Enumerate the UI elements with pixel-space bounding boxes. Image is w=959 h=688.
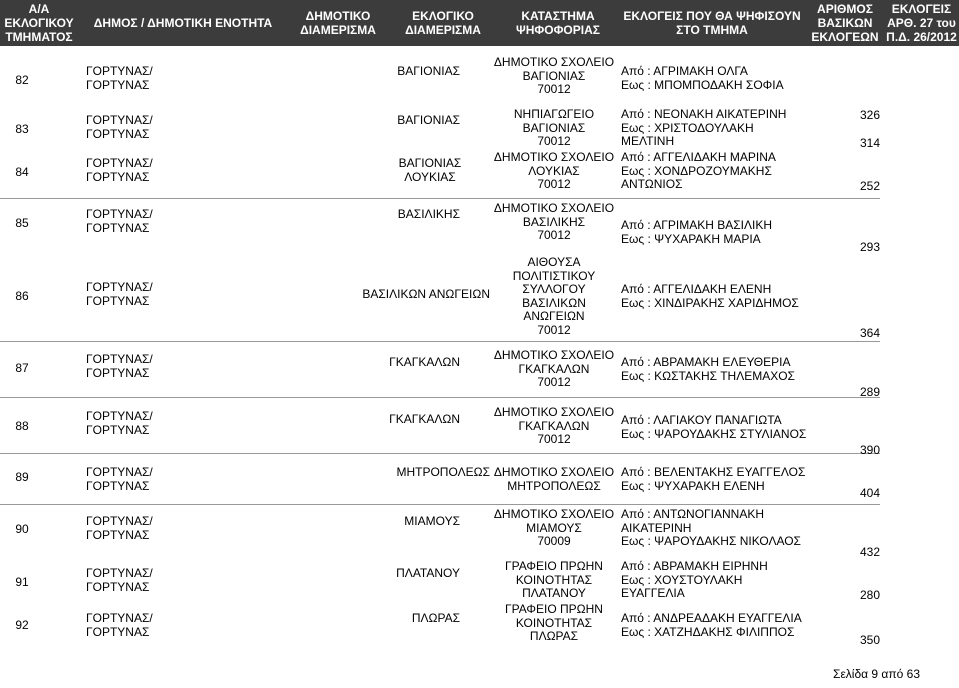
row-diamerisma: ΓΚΑΓΚΑΛΩΝ: [389, 355, 460, 369]
row-diamerisma: ΜΙΑΜΟΥΣ: [404, 514, 460, 528]
row-count: 364: [859, 326, 880, 340]
header-aa: Α/Α ΕΚΛΟΓΙΚΟΥ ΤΜΗΜΑΤΟΣ: [4, 2, 74, 44]
row-diamerisma: ΓΚΑΓΚΑΛΩΝ: [389, 412, 460, 426]
row-katastima: ΔΗΜΟΤΙΚΟ ΣΧΟΛΕΙΟ ΒΑΓΙΟΝΙΑΣ 70012: [493, 55, 615, 96]
row-dimos: ΓΟΡΤΥΝΑΣ/ ΓΟΡΤΥΝΑΣ: [86, 113, 153, 141]
row-dimos: ΓΟΡΤΥΝΑΣ/ ΓΟΡΤΥΝΑΣ: [86, 514, 153, 542]
header-ekloges: ΕΚΛΟΓΕΙΣ ΠΟΥ ΘΑ ΨΗΦΙΣΟΥΝ ΣΤΟ ΤΜΗΜΑ: [623, 9, 801, 37]
row-divider: [0, 504, 880, 505]
row-divider: [0, 453, 880, 454]
row-ekloges: Από : ΑΒΡΑΜΑΚΗ ΕΛΕΥΘΕΡΙΑ Εως : ΚΩΣΤΑΚΗΣ ΤΗΛΕΜΑΧΟΣ: [621, 355, 795, 383]
row-katastima: ΔΗΜΟΤΙΚΟ ΣΧΟΛΕΙΟ ΜΙΑΜΟΥΣ 70009: [493, 507, 615, 548]
row-count: 289: [859, 385, 880, 399]
row-katastima: ΝΗΠΙΑΓΩΓΕΙΟ ΒΑΓΙΟΝΙΑΣ 70012: [513, 107, 595, 148]
row-diamerisma: ΒΑΓΙΟΝΙΑΣ: [397, 64, 460, 78]
row-number: 89: [15, 470, 29, 484]
row-number: 83: [15, 122, 29, 136]
row-number: 87: [15, 361, 29, 375]
row-number: 85: [15, 216, 29, 230]
row-diamerisma: ΒΑΓΙΟΝΙΑΣ ΛΟΥΚΙΑΣ: [398, 156, 462, 184]
row-katastima: ΓΡΑΦΕΙΟ ΠΡΩΗΝ ΚΟΙΝΟΤΗΤΑΣ ΠΛΑΤΑΝΟΥ: [505, 559, 603, 600]
row-diamerisma: ΒΑΓΙΟΝΙΑΣ: [397, 113, 460, 127]
row-ekloges: Από : ΒΕΛΕΝΤΑΚΗΣ ΕΥΑΓΓΕΛΟΣ Εως : ΨΥΧΑΡΑΚΗ ΕΛΕΝΗ: [621, 465, 806, 493]
row-katastima: ΓΡΑΦΕΙΟ ΠΡΩΗΝ ΚΟΙΝΟΤΗΤΑΣ ΠΛΩΡΑΣ: [505, 602, 603, 643]
row-ekloges: Από : ΑΓΡΙΜΑΚΗ ΟΛΓΑ Εως : ΜΠΟΜΠΟΔΑΚΗ ΣΟΦΙΑ: [621, 64, 784, 92]
row-katastima: ΔΗΜΟΤΙΚΟ ΣΧΟΛΕΙΟ ΜΗΤΡΟΠΟΛΕΩΣ: [493, 465, 615, 493]
row-katastima: ΔΗΜΟΤΙΚΟ ΣΧΟΛΕΙΟ ΓΚΑΓΚΑΛΩΝ 70012: [493, 348, 615, 389]
row-number: 90: [15, 522, 29, 536]
row-divider: [0, 397, 880, 398]
header-katastima: ΚΑΤΑΣΤΗΜΑ ΨΗΦΟΦΟΡΙΑΣ: [516, 9, 600, 37]
row-dimos: ΓΟΡΤΥΝΑΣ/ ΓΟΡΤΥΝΑΣ: [86, 64, 153, 92]
row-dimos: ΓΟΡΤΥΝΑΣ/ ΓΟΡΤΥΝΑΣ: [86, 566, 153, 594]
row-dimos: ΓΟΡΤΥΝΑΣ/ ΓΟΡΤΥΝΑΣ: [86, 409, 153, 437]
header-dimos: ΔΗΜΟΣ / ΔΗΜΟΤΙΚΗ ΕΝΟΤΗΤΑ: [93, 16, 273, 30]
row-count: 350: [859, 633, 880, 647]
row-ekloges: Από : ΑΝΔΡΕΑΔΑΚΗ ΕΥΑΓΓΕΛΙΑ Εως : ΧΑΤΖΗΔΑΚΗΣ ΦΙΛΙΠΠΟΣ: [621, 611, 802, 639]
row-ekloges: Από : ΑΓΡΙΜΑΚΗ ΒΑΣΙΛΙΚΗ Εως : ΨΥΧΑΡΑΚΗ ΜΑΡΙΑ: [621, 218, 773, 246]
row-dimos: ΓΟΡΤΥΝΑΣ/ ΓΟΡΤΥΝΑΣ: [86, 465, 153, 493]
row-number: 91: [15, 575, 29, 589]
table-header: [0, 0, 959, 46]
row-count: 314: [859, 136, 880, 150]
row-ekloges: Από : ΝΕΟΝΑΚΗ ΑΙΚΑΤΕΡΙΝΗ Εως : ΧΡΙΣΤΟΔΟΥΛΑΚΗ ΜΕΛΤΙΝΗ: [621, 107, 787, 148]
row-diamerisma: ΠΛΩΡΑΣ: [411, 611, 460, 625]
row-dimos: ΓΟΡΤΥΝΑΣ/ ΓΟΡΤΥΝΑΣ: [86, 156, 153, 184]
row-ekloges: Από : ΑΓΓΕΛΙΔΑΚΗ ΜΑΡΙΝΑ Εως : ΧΟΝΔΡΟΖΟΥΜΑΚΗΣ ΑΝΤΩΝΙΟΣ: [621, 150, 776, 191]
row-number: 82: [15, 73, 29, 87]
row-katastima: ΑΙΘΟΥΣΑ ΠΟΛΙΤΙΣΤΙΚΟΥ ΣΥΛΛΟΓΟΥ ΒΑΣΙΛΙΚΩΝ ΑΝΩΓΕΙΩΝ 70012: [512, 255, 596, 337]
row-number: 92: [15, 618, 29, 632]
row-number: 86: [15, 289, 29, 303]
row-dimos: ΓΟΡΤΥΝΑΣ/ ΓΟΡΤΥΝΑΣ: [86, 611, 153, 639]
row-count: 280: [859, 588, 880, 602]
row-ekloges: Από : ΑΝΤΩΝΟΓΙΑΝΝΑΚΗ ΑΙΚΑΤΕΡΙΝΗ Εως : ΨΑΡΟΥΔΑΚΗΣ ΝΙΚΟΛΑΟΣ: [621, 507, 801, 548]
row-dimos: ΓΟΡΤΥΝΑΣ/ ΓΟΡΤΥΝΑΣ: [86, 207, 153, 235]
row-diamerisma: ΒΑΣΙΛΙΚΗΣ: [397, 207, 460, 221]
row-count: 326: [859, 108, 880, 122]
row-count: 293: [859, 240, 880, 254]
row-divider: [0, 341, 880, 342]
row-count: 404: [859, 486, 880, 500]
header-eklogiko-diamerisma: ΕΚΛΟΓΙΚΟ ΔΙΑΜΕΡΙΣΜΑ: [405, 9, 481, 37]
row-dimos: ΓΟΡΤΥΝΑΣ/ ΓΟΡΤΥΝΑΣ: [86, 352, 153, 380]
row-diamerisma: ΒΑΣΙΛΙΚΩΝ ΑΝΩΓΕΙΩΝ: [362, 287, 490, 301]
row-number: 88: [15, 419, 29, 433]
row-ekloges: Από : ΑΓΓΕΛΙΔΑΚΗ ΕΛΕΝΗ Εως : ΧΙΝΔΙΡΑΚΗΣ ΧΑΡΙΔΗΜΟΣ: [621, 282, 799, 310]
row-katastima: ΔΗΜΟΤΙΚΟ ΣΧΟΛΕΙΟ ΒΑΣΙΛΙΚΗΣ 70012: [493, 201, 615, 242]
row-diamerisma: ΜΗΤΡΟΠΟΛΕΩΣ: [396, 465, 490, 479]
row-diamerisma: ΠΛΑΤΑΝΟΥ: [396, 566, 460, 580]
header-arithmos: ΑΡΙΘΜΟΣ ΒΑΣΙΚΩΝ ΕΚΛΟΓΕΩΝ: [811, 2, 879, 44]
row-ekloges: Από : ΛΑΓΙΑΚΟΥ ΠΑΝΑΓΙΩΤΑ Εως : ΨΑΡΟΥΔΑΚΗΣ ΣΤΥΛΙΑΝΟΣ: [621, 413, 807, 441]
row-number: 84: [15, 165, 29, 179]
row-katastima: ΔΗΜΟΤΙΚΟ ΣΧΟΛΕΙΟ ΓΚΑΓΚΑΛΩΝ 70012: [493, 405, 615, 446]
page-number: Σελίδα 9 από 63: [833, 667, 920, 681]
header-arthro: ΕΚΛΟΓΕΙΣ ΑΡΘ. 27 του Π.Δ. 26/2012: [886, 2, 957, 44]
row-ekloges: Από : ΑΒΡΑΜΑΚΗ ΕΙΡΗΝΗ Εως : ΧΟΥΣΤΟΥΛΑΚΗ ΕΥΑΓΓΕΛΙΑ: [621, 559, 768, 600]
row-count: 252: [859, 179, 880, 193]
row-divider: [0, 198, 880, 199]
header-dimotiko-diamerisma: ΔΗΜΟΤΙΚΟ ΔΙΑΜΕΡΙΣΜΑ: [300, 9, 376, 37]
row-count: 390: [859, 443, 880, 457]
row-count: 432: [859, 545, 880, 559]
row-dimos: ΓΟΡΤΥΝΑΣ/ ΓΟΡΤΥΝΑΣ: [86, 280, 153, 308]
row-katastima: ΔΗΜΟΤΙΚΟ ΣΧΟΛΕΙΟ ΛΟΥΚΙΑΣ 70012: [493, 150, 615, 191]
